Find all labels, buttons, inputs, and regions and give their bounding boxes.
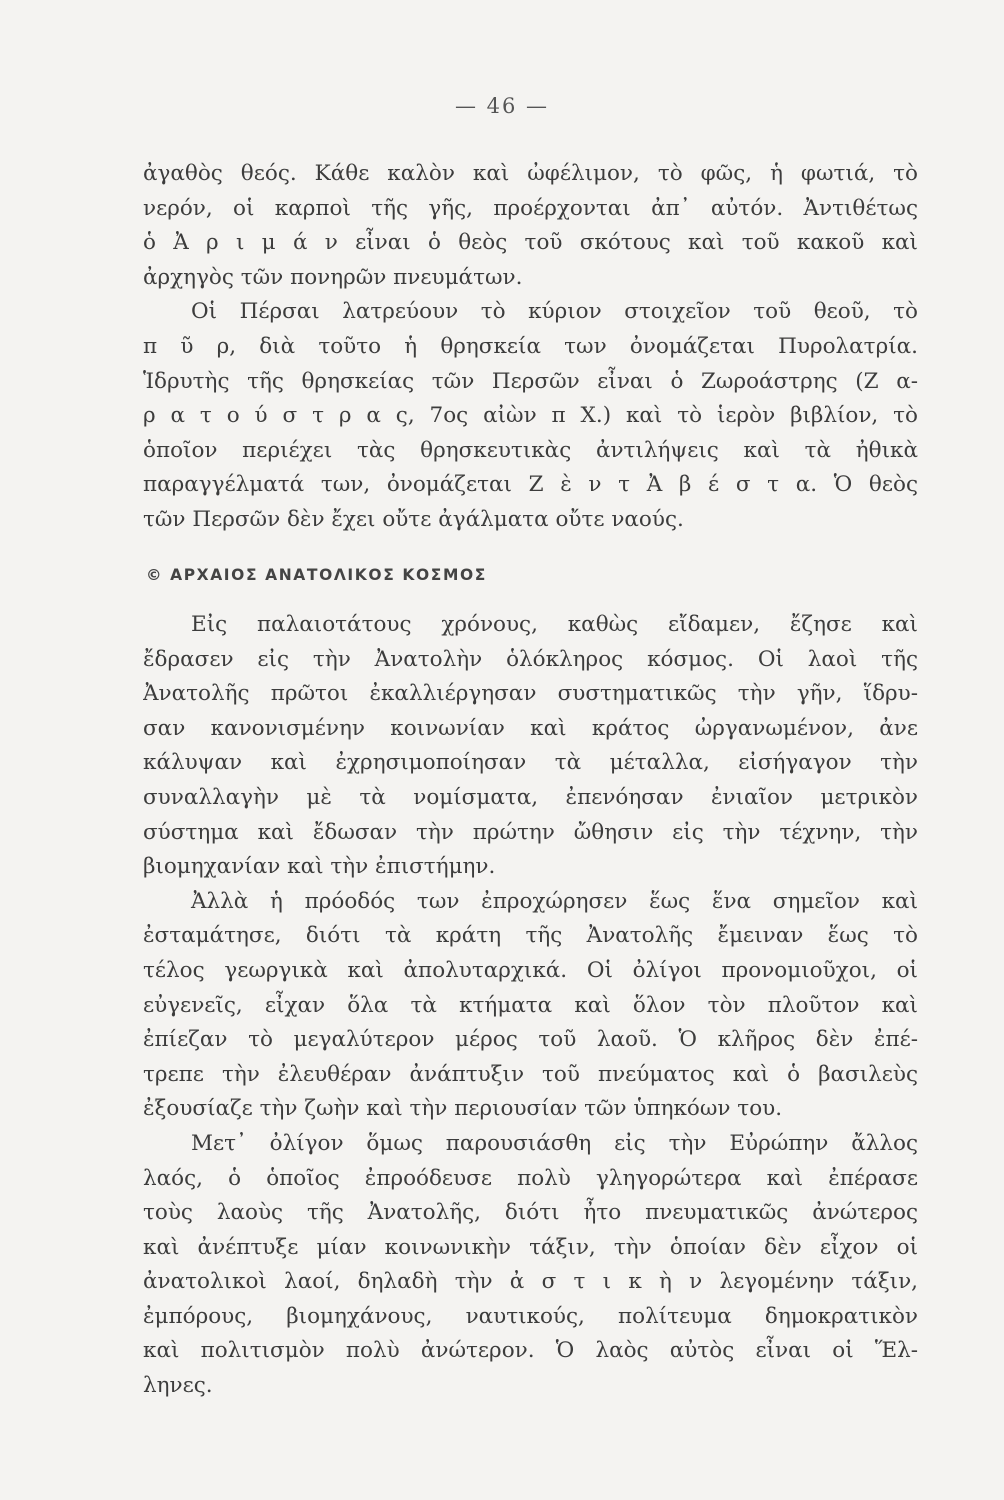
text-line: σύστημα καὶ ἔδωσαν τὴν πρώτην ὤθησιν εἰς τὴν τέχνην, τὴν — [143, 819, 918, 845]
text-line: βιομηχανίαν καὶ τὴν ἐπιστήμην. — [143, 854, 496, 880]
text-line: Μετ᾿ ὀλίγον ὅμως παρουσιάσθη εἰς τὴν Εὐρώπην ἄλλος — [191, 1130, 918, 1156]
paragraph — [143, 157, 918, 295]
text-line: ληνες. — [143, 1373, 213, 1399]
text-line: καὶ ἀνέπτυξε μίαν κοινωνικὴν τάξιν, τὴν ὁποίαν δὲν εἶχον οἱ — [143, 1234, 918, 1260]
text-block-before-heading — [143, 157, 918, 538]
text-line: Εἰς παλαιοτάτους χρόνους, καθὼς εἴδαμεν, ἔζησε καὶ — [191, 612, 918, 637]
paragraph — [143, 295, 918, 537]
text-line: Ἀλλὰ ἡ πρόοδός των ἐπροχώρησεν ἕως ἕνα σημεῖον καὶ — [191, 888, 918, 914]
text-line: ἀγαθὸς θεός. Κάθε καλὸν καὶ ὠφέλιμον, τὸ φῶς, ἡ φωτιά, τὸ — [143, 161, 918, 186]
text-line: λαός, ὁ ὁποῖος ἐπροόδευσε πολὺ γληγορώτερα καὶ ἐπέρασε — [143, 1165, 918, 1191]
text-line: ὁποῖον περιέχει τὰς θρησκευτικὰς ἀντιλήψεις καὶ τὰ ἠθικὰ — [143, 437, 918, 463]
text-line: κάλυψαν καὶ ἐχρησιμοποίησαν τὰ μέταλλα, εἰσήγαγον τὴν — [143, 750, 918, 776]
text-line: Ἀνατολῆς πρῶτοι ἐκαλλιέργησαν συστηματικῶς τὴν γῆν, ἵδρυ- — [143, 681, 918, 707]
text-line: σαν κανονισμένην κοινωνίαν καὶ κράτος ὠργανωμένον, ἀνε — [143, 715, 918, 741]
section-heading: © ΑΡΧΑΙΟΣ ΑΝΑΤΟΛΙΚΟΣ ΚΟΣΜΟΣ — [146, 566, 487, 584]
text-line: ἐξουσίαζε τὴν ζωὴν καὶ τὴν περιουσίαν τῶν ὑπηκόων του. — [143, 1096, 783, 1122]
text-line: τέλος γεωργικὰ καὶ ἀπολυταρχικά. Οἱ ὀλίγοι προνομιοῦχοι, οἱ — [143, 957, 918, 983]
text-line: ρ α τ ο ύ σ τ ρ α ς, 7ος αἰὼν π Χ.) καὶ τὸ ἱερὸν βιβλίον, τὸ — [143, 403, 918, 429]
text-line: τρεπε τὴν ἐλευθέραν ἀνάπτυξιν τοῦ πνεύματος καὶ ὁ βασιλεὺς — [143, 1061, 918, 1087]
page-number: — 46 — — [454, 94, 550, 118]
text-line: ἐμπόρους, βιομηχάνους, ναυτικούς, πολίτευμα δημοκρατικὸν — [143, 1303, 918, 1329]
text-line: παραγγέλματά των, ὀνομάζεται Ζ ὲ ν τ Ἀ β έ σ τ α. Ὁ θεὸς — [143, 472, 918, 498]
text-line: τῶν Περσῶν δὲν ἔχει οὔτε ἀγάλματα οὔτε ναούς. — [143, 506, 684, 532]
text-line: ἔδρασεν εἰς τὴν Ἀνατολὴν ὁλόκληρος κόσμος. Οἱ λαοὶ τῆς — [143, 646, 918, 672]
text-line: Οἱ Πέρσαι λατρεύουν τὸ κύριον στοιχεῖον τοῦ θεοῦ, τὸ — [191, 299, 918, 325]
text-line: τοὺς λαοὺς τῆς Ἀνατολῆς, διότι ἦτο πνευματικῶς ἀνώτερος — [143, 1200, 918, 1226]
paragraph — [143, 1127, 918, 1404]
text-line: ἐπίεζαν τὸ μεγαλύτερον μέρος τοῦ λαοῦ. Ὁ κλῆρος δὲν ἐπέ- — [143, 1027, 918, 1053]
text-line: ἐσταμάτησε, διότι τὰ κράτη τῆς Ἀνατολῆς ἔμειναν ἕως τὸ — [143, 923, 918, 949]
text-line: ἀρχηγὸς τῶν πονηρῶν πνευμάτων. — [143, 264, 523, 290]
text-line: συναλλαγὴν μὲ τὰ νομίσματα, ἐπενόησαν ἐνιαῖον μετρικὸν — [143, 784, 918, 810]
text-line: π ῦ ρ, διὰ τοῦτο ἡ θρησκεία των ὀνομάζεται Πυρολατρία. — [143, 333, 918, 359]
text-line: Ἱδρυτὴς τῆς θρησκείας τῶν Περσῶν εἶναι ὁ Ζωροάστρης (Ζ α- — [143, 368, 918, 394]
text-line: νερόν, οἱ καρποὶ τῆς γῆς, προέρχονται ἀπ᾿ αὐτόν. Ἀντιθέτως — [143, 195, 918, 221]
text-line: ἀνατολικοὶ λαοί, δηλαδὴ τὴν ἀ σ τ ι κ ὴ ν λεγομένην τάξιν, — [143, 1269, 918, 1295]
paragraph — [143, 885, 918, 1127]
text-line: καὶ πολιτισμὸν πολὺ ἀνώτερον. Ὁ λαὸς αὐτὸς εἶναι οἱ Ἕλ- — [143, 1338, 918, 1364]
text-block-after-heading — [143, 608, 918, 1404]
paragraph — [143, 608, 918, 885]
text-line: ὁ Ἀ ρ ι μ ά ν εἶναι ὁ θεὸς τοῦ σκότους καὶ τοῦ κακοῦ καὶ — [143, 230, 918, 256]
text-line: εὐγενεῖς, εἶχαν ὅλα τὰ κτήματα καὶ ὅλον τὸν πλοῦτον καὶ — [143, 992, 918, 1018]
